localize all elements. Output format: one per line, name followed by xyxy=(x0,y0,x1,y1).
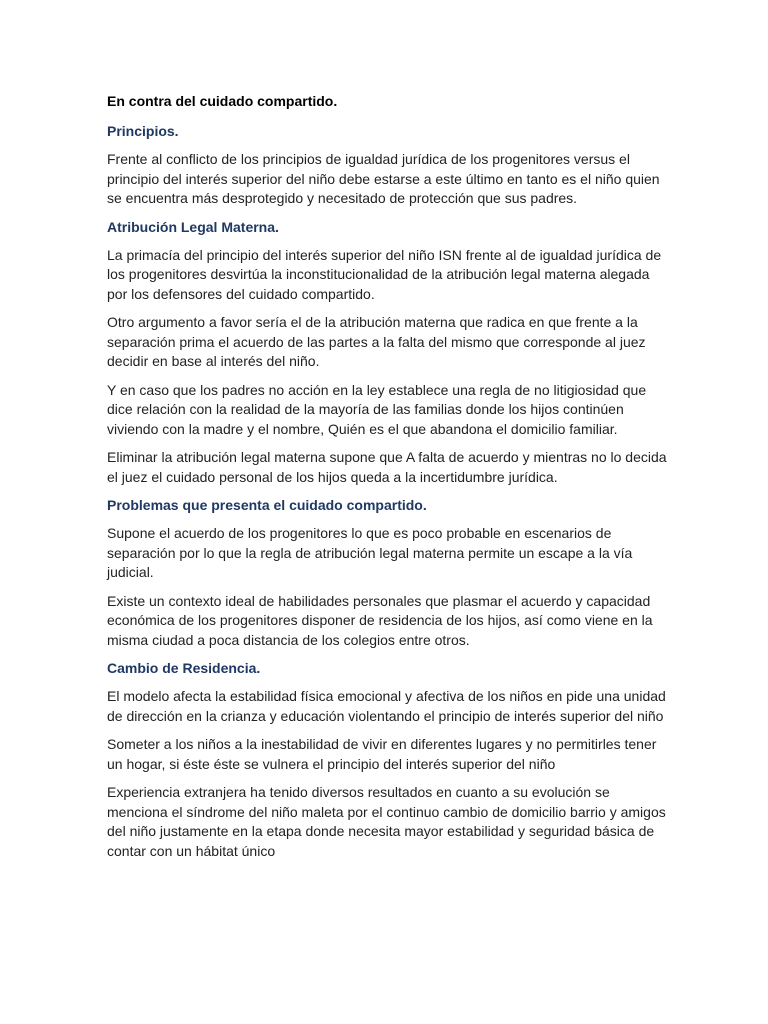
paragraph: El modelo afecta la estabilidad física emocional y afectiva de los niños en pide una unidad de dirección en la crianza y educación violentando el principio de interés superior del niño xyxy=(107,688,666,724)
paragraph: Eliminar la atribución legal materna supone que A falta de acuerdo y mientras no lo decida el juez el cuidado personal de los hijos queda a la incertidumbre jurídica. xyxy=(107,449,667,485)
paragraph: Supone el acuerdo de los progenitores lo que es poco probable en escenarios de separación por lo que la regla de atribución legal materna permite un escape a la vía judicial. xyxy=(107,525,633,580)
section-cambio-de-residencia xyxy=(107,659,667,861)
paragraph: La primacía del principio del interés superior del niño ISN frente al de igualdad jurídica de los progenitores desvirtúa la inconstitucionalidad de la atribución legal materna alegada por los defensores del cuidado compartido. xyxy=(107,246,662,302)
document-title: En contra del cuidado compartido. xyxy=(107,93,338,109)
section-heading: Problemas que presenta el cuidado compartido. xyxy=(107,497,427,513)
section-atribucion-legal-materna xyxy=(107,218,667,488)
paragraph: Frente al conflicto de los principios de igualdad jurídica de los progenitores versus el principio del interés superior del niño debe estarse a este último en tanto es el niño quien se encuentra más desprotegido y necesitado de protección que sus padres. xyxy=(107,151,660,206)
paragraph: Y en caso que los padres no acción en la ley establece una regla de no litigiosidad que dice relación con la realidad de la mayoría de las familias donde los hijos continúen viviendo con la madre y el nombre, Quién es el que abandona el domicilio familiar. xyxy=(107,381,647,437)
section-heading: Cambio de Residencia. xyxy=(107,660,261,676)
paragraph: Someter a los niños a la inestabilidad de vivir en diferentes lugares y no permitirles tener un hogar, si éste éste se vulnera el principio del interés superior del niño xyxy=(107,736,657,772)
document-page xyxy=(107,92,667,870)
paragraph: Experiencia extranjera ha tenido diversos resultados en cuanto a su evolución se menciona el síndrome del niño maleta por el continuo cambio de domicilio barrio y amigos del niño justamente en la etapa donde necesita mayor estabilidad y seguridad básica de contar con un hábitat único xyxy=(107,784,666,859)
paragraph: Otro argumento a favor sería el de la atribución materna que radica en que frente a la separación prima el acuerdo de las partes a la falta del mismo que corresponde al juez decidir en base al interés del niño. xyxy=(107,314,646,369)
section-heading: Principios. xyxy=(107,123,179,139)
section-heading: Atribución Legal Materna. xyxy=(107,218,279,235)
section-problemas-cuidado-compartido xyxy=(107,496,667,650)
section-principios xyxy=(107,122,667,209)
paragraph: Existe un contexto ideal de habilidades personales que plasmar el acuerdo y capacidad económica de los progenitores disponer de residencia de los hijos, así como viene en la misma ciudad a poca distancia de los colegios entre otros. xyxy=(107,592,653,648)
